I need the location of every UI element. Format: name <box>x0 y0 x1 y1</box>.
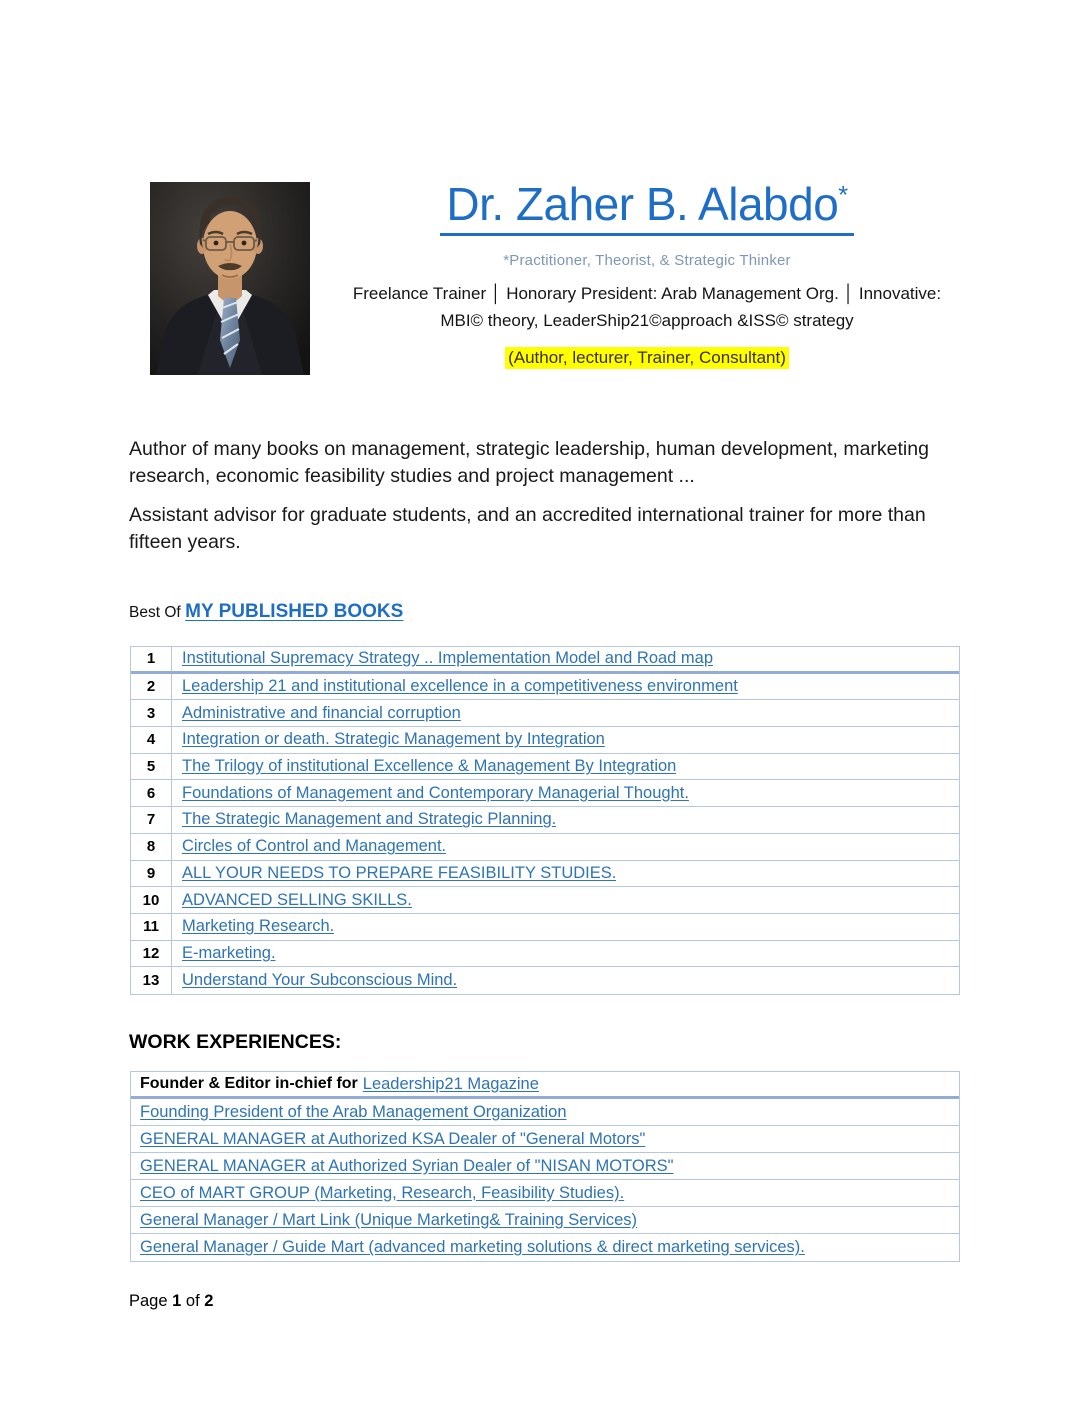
work-row-link[interactable]: Founding President of the Arab Management Organization <box>140 1102 567 1121</box>
header-block <box>332 180 962 369</box>
work-experiences-table <box>130 1071 960 1262</box>
work-row <box>131 1180 959 1207</box>
book-number: 9 <box>131 861 172 887</box>
book-row <box>131 967 959 994</box>
book-title-link[interactable]: Administrative and financial corruption <box>182 703 461 722</box>
book-row <box>131 941 959 968</box>
highlight-row <box>332 347 962 369</box>
page-title-text: Dr. Zaher B. Alabdo <box>446 178 839 230</box>
tagline-line-2: MBI© theory, LeaderShip21©approach &ISS© strategy <box>440 310 854 330</box>
work-row-link[interactable]: GENERAL MANAGER at Authorized Syrian Dealer of "NISAN MOTORS" <box>140 1156 674 1175</box>
highlighted-roles-text: (Author, lecturer, Trainer, Consultant) <box>505 347 789 369</box>
book-row <box>131 754 959 781</box>
book-number: 11 <box>131 914 172 940</box>
title-asterisk: * <box>838 181 848 210</box>
work-row-prefix: Founder & Editor in-chief for <box>140 1075 358 1092</box>
book-number: 6 <box>131 780 172 806</box>
books-heading-prefix: Best Of <box>129 604 181 621</box>
work-row-link[interactable]: General Manager / Mart Link (Unique Marketing& Training Services) <box>140 1210 638 1229</box>
work-experiences-heading: WORK EXPERIENCES: <box>129 1031 342 1053</box>
work-row <box>131 1126 959 1153</box>
work-row-link[interactable]: GENERAL MANAGER at Authorized KSA Dealer of "General Motors" <box>140 1129 646 1148</box>
book-title-link[interactable]: The Trilogy of institutional Excellence & Management By Integration <box>182 757 677 776</box>
book-number: 7 <box>131 807 172 833</box>
book-row <box>131 647 959 674</box>
published-books-heading <box>129 601 403 623</box>
book-title-link[interactable]: Institutional Supremacy Strategy .. Implementation Model and Road map <box>182 649 714 668</box>
book-row <box>131 914 959 941</box>
intro-paragraph-2: Assistant advisor for graduate students, and an accredited international trainer for more than fifteen years. <box>129 504 926 553</box>
work-row <box>131 1234 959 1261</box>
footer-of-word: of <box>185 1292 200 1310</box>
book-row <box>131 887 959 914</box>
work-row <box>131 1153 959 1180</box>
work-row <box>131 1099 959 1126</box>
book-number: 10 <box>131 887 172 913</box>
book-row <box>131 700 959 727</box>
book-title-link[interactable]: Integration or death. Strategic Management by Integration <box>182 730 605 749</box>
work-row <box>131 1072 959 1099</box>
book-title-link[interactable]: ALL YOUR NEEDS TO PREPARE FEASIBILITY STUDIES. <box>182 863 617 882</box>
book-title-link[interactable]: The Strategic Management and Strategic Planning. <box>182 810 557 829</box>
book-number: 13 <box>131 967 172 994</box>
work-row <box>131 1207 959 1234</box>
book-title-link[interactable]: Foundations of Management and Contemporary Managerial Thought. <box>182 783 689 802</box>
book-row <box>131 834 959 861</box>
book-number: 3 <box>131 700 172 726</box>
work-row-link[interactable]: General Manager / Guide Mart (advanced marketing solutions & direct marketing services). <box>140 1238 805 1256</box>
book-number: 12 <box>131 941 172 967</box>
book-title-link[interactable]: ADVANCED SELLING SKILLS. <box>182 890 412 909</box>
book-number: 2 <box>131 674 172 700</box>
book-title-link[interactable]: Understand Your Subconscious Mind. <box>182 971 458 990</box>
title-subtitle: *Practitioner, Theorist, & Strategic Thinker <box>503 251 791 269</box>
page-title <box>440 180 853 236</box>
tagline <box>332 280 962 334</box>
books-heading-link[interactable]: MY PUBLISHED BOOKS <box>185 601 404 622</box>
footer-page-word: Page <box>129 1292 168 1310</box>
work-row-link[interactable]: CEO of MART GROUP (Marketing, Research, Feasibility Studies). <box>140 1183 625 1202</box>
published-books-table <box>130 646 960 995</box>
book-number: 4 <box>131 727 172 753</box>
page-number-footer <box>129 1292 213 1311</box>
intro-paragraph-1: Author of many books on management, strategic leadership, human development, marketing research, economic feasibility studies and project management ... <box>129 438 929 487</box>
book-row <box>131 861 959 888</box>
book-row <box>131 780 959 807</box>
book-number: 8 <box>131 834 172 860</box>
book-number: 5 <box>131 754 172 780</box>
footer-total-pages: 2 <box>204 1292 214 1310</box>
book-title-link[interactable]: E-marketing. <box>182 943 276 962</box>
book-title-link[interactable]: Marketing Research. <box>182 917 335 936</box>
work-row-link[interactable]: Leadership21 Magazine <box>362 1074 539 1093</box>
book-row <box>131 727 959 754</box>
book-title-link[interactable]: Leadership 21 and institutional excellence in a competitiveness environment <box>182 677 738 696</box>
book-title-link[interactable]: Circles of Control and Management. <box>182 837 447 856</box>
author-portrait-photo <box>150 182 310 375</box>
tagline-line-1: Freelance Trainer │ Honorary President: Arab Management Org. │ Innovative: <box>352 283 942 303</box>
intro-section <box>129 436 969 568</box>
book-row <box>131 807 959 834</box>
book-number: 1 <box>131 647 172 671</box>
book-row <box>131 674 959 701</box>
footer-current-page: 1 <box>172 1292 182 1310</box>
